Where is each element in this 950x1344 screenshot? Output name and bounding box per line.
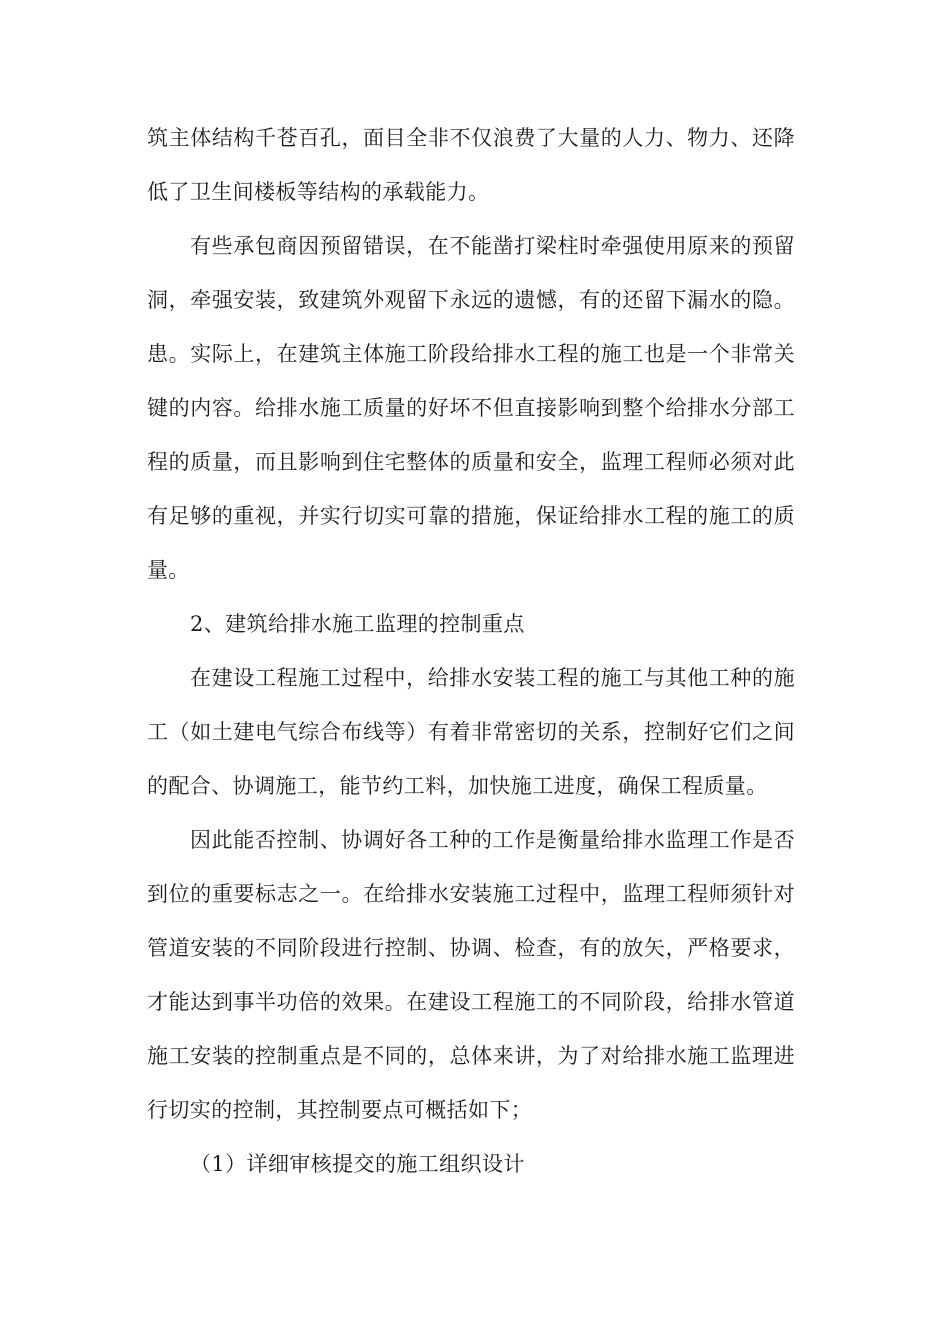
- paragraph-contractor-errors: 有些承包商因预留错误，在不能凿打梁柱时牵强使用原来的预留洞，牵强安装，致建筑外观留下永远的遗憾，有的还留下漏水的隐。患。实际上，在建筑主体施工阶段给排水工程的施工也是一个非常关键的内容。给排水施工质量的好坏不但直接影响到整个给排水分部工程的质量，而且影响到住宅整体的质量和安全，监理工程师必须对此有足够的重视，并实行切实可靠的措施，保证给排水工程的施工的质量。: [147, 234, 795, 582]
- subsection-heading: （1）详细审核提交的施工组织设计: [190, 1152, 525, 1176]
- document-body: [147, 111, 795, 1191]
- paragraph-control-points: 因此能否控制、协调好各工种的工作是衡量给排水监理工作是否到位的重要标志之一。在给排水安装施工过程中，监理工程师须针对管道安装的不同阶段进行控制、协调、检查，有的放矢，严格要求，才能达到事半功倍的效果。在建设工程施工的不同阶段，给排水管道施工安装的控制重点是不同的，总体来讲，为了对给排水施工监理进行切实的控制，其控制要点可概括如下；: [147, 828, 795, 1122]
- paragraph-continuation: 筑主体结构千苍百孔，面目全非不仅浪费了大量的人力、物力、还降低了卫生间楼板等结构的承载能力。: [147, 126, 795, 204]
- section-heading: 2、建筑给排水施工监理的控制重点: [190, 612, 525, 636]
- paragraph-coordination: 在建设工程施工过程中，给排水安装工程的施工与其他工种的施工（如土建电气综合布线等）有着非常密切的关系，控制好它们之间的配合、协调施工，能节约工料，加快施工进度，确保工程质量。: [147, 666, 795, 798]
